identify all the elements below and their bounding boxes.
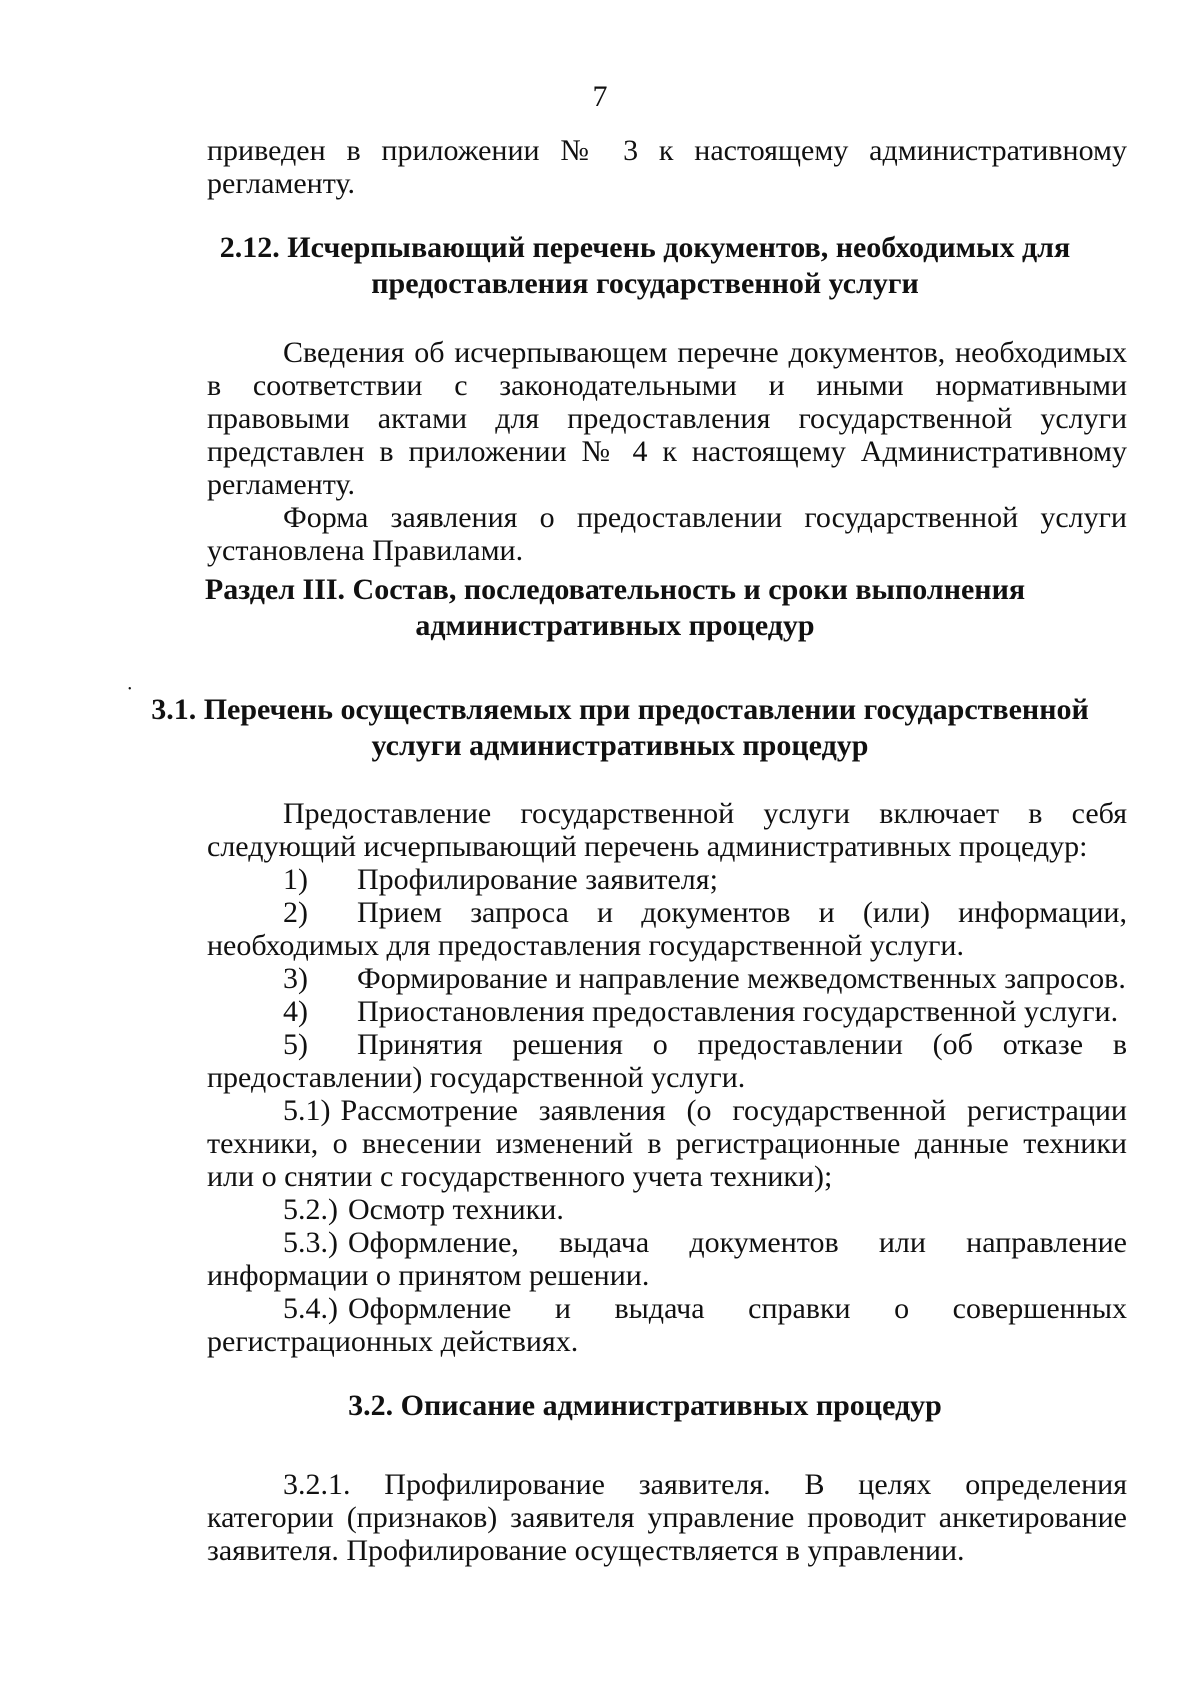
section-iii-heading-line-2: административных процедур [415, 609, 815, 642]
section-3-2-heading-line: 3.2. Описание административных процедур [348, 1389, 942, 1422]
procedure-item-text: Приостановления предоставления государственной услуги. [357, 995, 1119, 1028]
procedure-item-text: Формирование и направление межведомственных запросов. [357, 962, 1126, 995]
section-3-2-heading [0, 1388, 1200, 1424]
procedure-item-text: Профилирование заявителя; [357, 863, 718, 896]
section-3-2-body [207, 1468, 1127, 1567]
procedure-item-text: Осмотр техники. [348, 1193, 564, 1226]
procedure-item [207, 1292, 1127, 1358]
procedure-item [207, 1094, 1127, 1193]
procedure-item-number: 5) [283, 1028, 308, 1061]
section-3-1-heading-line-2: услуги административных процедур [371, 729, 869, 762]
section-2-12-heading-line-2: предоставления государственной услуги [371, 267, 919, 300]
section-3-1-body [207, 797, 1127, 1358]
section-2-12-heading [0, 230, 1200, 302]
procedure-item [207, 896, 1127, 962]
procedure-item-text: Принятия решения о предоставлении (об отказе в предоставлении) государственной услуги. [207, 1028, 1127, 1094]
intro-paragraph [207, 134, 1127, 200]
procedure-item-text: Оформление и выдача справки о совершенных регистрационных действиях. [207, 1292, 1127, 1358]
procedure-item [207, 1226, 1127, 1292]
procedure-item-number: 5.1) [283, 1094, 331, 1127]
page-number: 7 [592, 80, 608, 113]
procedure-item-number: 5.2.) [283, 1193, 338, 1226]
procedure-item [207, 995, 1127, 1028]
section-3-2-paragraph-1: 3.2.1. Профилирование заявителя. В целях определения категории (признаков) заявителя управление проводит анкетирование заявителя. Профилирование осуществляется в управлении. [207, 1468, 1127, 1567]
procedure-item [207, 1193, 1127, 1226]
section-2-12-paragraph-2: Форма заявления о предоставлении государственной услуги установлена Правилами. [207, 501, 1127, 567]
procedure-item-number: 2) [283, 896, 308, 929]
procedure-item-number: 1) [283, 863, 308, 896]
procedure-item-text: Рассмотрение заявления (о государственной регистрации техники, о внесении изменений в регистрационные данные техники или о снятии с государственного учета техники); [207, 1094, 1127, 1193]
section-2-12-heading-line-1: 2.12. Исчерпывающий перечень документов, необходимых для [219, 231, 1071, 264]
section-3-1-heading-line-1: 3.1. Перечень осуществляемых при предоставлении государственной [151, 693, 1089, 726]
procedure-item-text: Прием запроса и документов и (или) информации, необходимых для предоставления государственной услуги. [207, 896, 1127, 962]
procedure-item-number: 4) [283, 995, 308, 1028]
procedure-item-number: 5.4.) [283, 1292, 338, 1325]
procedure-item [207, 863, 1127, 896]
section-3-1-heading [0, 692, 1200, 764]
section-iii-heading [0, 572, 1200, 644]
procedure-item [207, 1028, 1127, 1094]
scan-speck: • [128, 684, 132, 695]
section-3-1-intro: Предоставление государственной услуги включает в себя следующий исчерпывающий перечень административных процедур: [207, 797, 1127, 863]
section-2-12-body [207, 336, 1127, 567]
procedure-item-text: Оформление, выдача документов или направление информации о принятом решении. [207, 1226, 1127, 1292]
procedure-item-number: 3) [283, 962, 308, 995]
procedure-item [207, 962, 1127, 995]
procedure-item-number: 5.3.) [283, 1226, 338, 1259]
intro-line-1: приведен в приложении № 3 к настоящему административному [207, 134, 1127, 167]
intro-line-2: регламенту. [207, 167, 355, 200]
section-2-12-paragraph-1: Сведения об исчерпывающем перечне документов, необходимых в соответствии с законодательными и иными нормативными правовыми актами для предоставления государственной услуги представлен в приложении № 4 к настоящему Административному регламенту. [207, 336, 1127, 501]
section-iii-heading-line-1: Раздел III. Состав, последовательность и сроки выполнения [204, 573, 1026, 606]
